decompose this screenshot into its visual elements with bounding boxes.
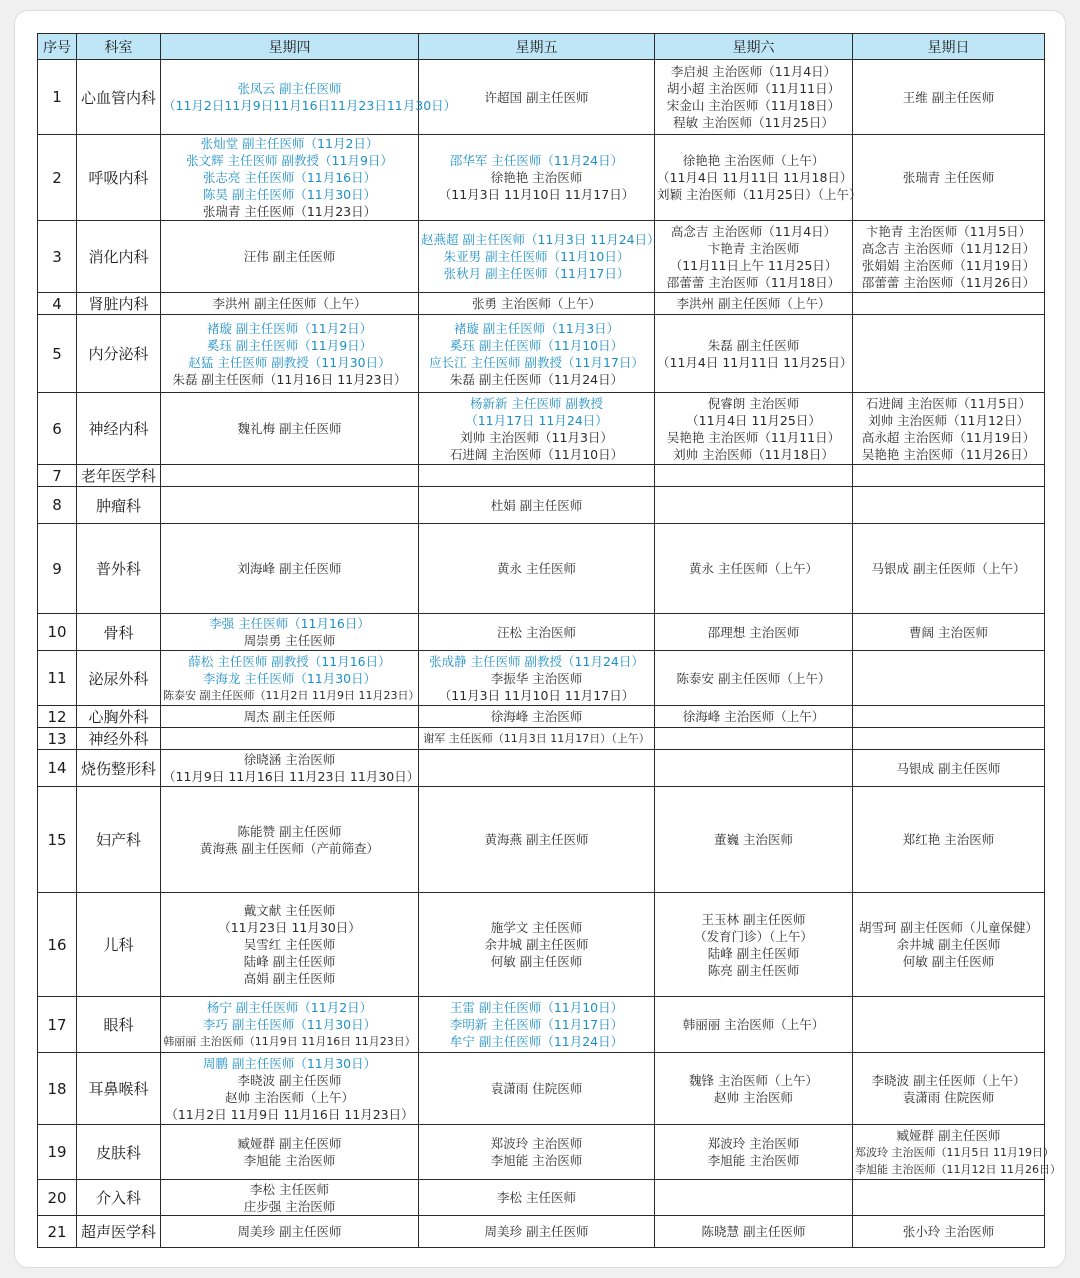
schedule-cell-thursday <box>161 787 419 893</box>
schedule-cell-thursday <box>161 524 419 614</box>
doctor-entry: 徐海峰 主治医师（上午） <box>682 709 825 724</box>
table-row <box>38 487 1045 524</box>
row-number: 8 <box>38 487 77 524</box>
doctor-entry: 吴艳艳 主治医师（11月26日） <box>861 446 1036 462</box>
schedule-cell-sunday <box>853 706 1045 728</box>
doctor-entry: 张小玲 主治医师 <box>902 1224 995 1239</box>
doctor-entry: （11月23日 11月30日） <box>218 920 361 935</box>
doctor-entry: 奚珏 副主任医师（11月9日） <box>206 337 373 353</box>
schedule-cell-friday <box>419 651 655 706</box>
department-name: 泌尿外科 <box>77 651 161 706</box>
doctor-entry: 陈泰安 副主任医师（上午） <box>676 670 831 686</box>
doctor-entry: 胡小超 主治医师（11月11日） <box>666 81 841 96</box>
table-row <box>38 293 1045 315</box>
doctor-entry: 王维 副主任医师 <box>902 89 995 105</box>
doctor-entry: 郑波玲 主治医师 <box>707 1136 800 1151</box>
doctor-entry: 李旭能 主治医师 <box>243 1153 336 1168</box>
schedule-cell-friday <box>419 614 655 651</box>
schedule-cell-thursday <box>161 315 419 393</box>
schedule-cell-sunday <box>853 997 1045 1053</box>
doctor-entry: 卞艳青 主治医师 <box>707 240 800 256</box>
table-row <box>38 393 1045 465</box>
row-number: 13 <box>38 728 77 750</box>
doctor-entry: 张勇 主治医师（上午） <box>472 296 601 311</box>
doctor-entry: 赵帅 主治医师（上午） <box>225 1089 354 1105</box>
doctor-entry: 张志亮 主任医师（11月16日） <box>202 170 377 185</box>
doctor-entry: 袁潇雨 住院医师 <box>902 1089 995 1105</box>
doctor-entry: 朱亚男 副主任医师（11月10日） <box>443 249 630 264</box>
table-row <box>38 1053 1045 1125</box>
doctor-entry: 刘帅 主治医师（11月3日） <box>460 429 613 445</box>
doctor-entry: 周崇勇 主任医师 <box>243 633 336 648</box>
schedule-cell-friday <box>419 60 655 135</box>
doctor-entry: 黄海燕 副主任医师 <box>484 832 589 847</box>
doctor-entry: 高永超 主治医师（11月19日） <box>861 429 1036 445</box>
schedule-cell-friday <box>419 524 655 614</box>
schedule-cell-saturday <box>655 1053 853 1125</box>
schedule-cell-sunday <box>853 60 1045 135</box>
doctor-entry: 张灿堂 副主任医师（11月2日） <box>200 136 379 151</box>
doctor-entry: 朱磊 副主任医师（11月16日 11月23日） <box>172 371 407 387</box>
table-row <box>38 893 1045 997</box>
table-row <box>38 728 1045 750</box>
doctor-entry: 徐海峰 主治医师 <box>490 709 583 724</box>
schedule-cell-thursday <box>161 614 419 651</box>
schedule-cell-thursday <box>161 487 419 524</box>
row-number: 12 <box>38 706 77 728</box>
doctor-entry: 周杰 副主任医师 <box>243 709 336 724</box>
doctor-entry: 邵蕾蕾 主治医师（11月26日） <box>861 274 1036 290</box>
doctor-entry: 张娟娟 主治医师（11月19日） <box>861 257 1036 273</box>
doctor-entry: 周美珍 副主任医师 <box>484 1224 589 1239</box>
header-thursday: 星期四 <box>161 34 419 60</box>
doctor-entry: 刘帅 主治医师（11月12日） <box>868 412 1029 428</box>
doctor-entry: 陈晓慧 副主任医师 <box>701 1224 806 1239</box>
department-name: 耳鼻喉科 <box>77 1053 161 1125</box>
doctor-entry: 杨新新 主任医师 副教授 <box>470 395 603 411</box>
doctor-entry: （11月17日 11月24日） <box>465 412 608 428</box>
doctor-entry: 余井城 副主任医师 <box>484 937 589 952</box>
schedule-cell-saturday <box>655 60 853 135</box>
schedule-cell-thursday <box>161 393 419 465</box>
row-number: 1 <box>38 60 77 135</box>
schedule-cell-thursday <box>161 750 419 787</box>
table-row <box>38 750 1045 787</box>
schedule-cell-sunday <box>853 487 1045 524</box>
doctor-entry: 徐艳艳 主治医师 <box>490 170 583 185</box>
doctor-entry: 邵华军 主任医师（11月24日） <box>449 153 624 168</box>
doctor-entry: 石进阔 主治医师（11月10日） <box>449 446 624 462</box>
doctor-entry: 胡雪珂 副主任医师（儿童保健） <box>859 920 1038 935</box>
doctor-entry: 张成静 主任医师 副教授（11月24日） <box>429 653 644 669</box>
schedule-cell-friday <box>419 706 655 728</box>
doctor-entry: 李旭能 主治医师 <box>490 1153 583 1168</box>
doctor-entry: 汪松 主治医师 <box>497 624 576 640</box>
schedule-cell-thursday <box>161 465 419 487</box>
doctor-entry: （11月4日 11月11日 11月25日） <box>657 354 853 370</box>
schedule-cell-friday <box>419 728 655 750</box>
doctor-entry: 郑波玲 主治医师（11月5日 11月19日） <box>855 1145 1054 1159</box>
schedule-cell-friday <box>419 315 655 393</box>
department-name: 肾脏内科 <box>77 293 161 315</box>
schedule-cell-friday <box>419 221 660 293</box>
schedule-cell-saturday <box>655 393 853 465</box>
doctor-entry: 李振华 主治医师 <box>490 670 583 686</box>
doctor-entry: 高念吉 主治医师（11月12日） <box>861 240 1036 256</box>
doctor-entry: 李启昶 主治医师（11月4日） <box>670 64 837 79</box>
doctor-entry: 韩丽丽 主治医师（上午） <box>682 1017 825 1032</box>
doctor-entry: 石进阔 主治医师（11月5日） <box>865 395 1032 411</box>
doctor-entry: 邵理想 主治医师 <box>707 624 800 640</box>
schedule-cell-thursday <box>161 1053 419 1125</box>
schedule-cell-sunday <box>853 393 1045 465</box>
schedule-cell-sunday <box>853 728 1045 750</box>
doctor-entry: （11月3日 11月10日 11月17日） <box>438 687 635 703</box>
schedule-cell-sunday <box>853 651 1045 706</box>
schedule-cell-friday <box>419 787 655 893</box>
row-number: 5 <box>38 315 77 393</box>
schedule-cell-sunday <box>853 1125 1061 1180</box>
doctor-entry: 李晓波 副主任医师 <box>237 1072 342 1088</box>
schedule-cell-friday <box>419 997 655 1053</box>
header-sunday: 星期日 <box>853 34 1045 60</box>
row-number: 6 <box>38 393 77 465</box>
doctor-entry: 黄永 主任医师（上午） <box>689 561 818 576</box>
doctor-entry: 李强 主任医师（11月16日） <box>209 616 370 631</box>
schedule-cell-thursday <box>161 706 419 728</box>
schedule-cell-saturday <box>655 787 853 893</box>
schedule-cell-sunday <box>853 787 1045 893</box>
schedule-cell-saturday <box>655 614 853 651</box>
doctor-entry: 李松 主任医师 <box>497 1190 576 1205</box>
table-row <box>38 1216 1045 1248</box>
doctor-entry: 曹阔 主治医师 <box>909 624 988 640</box>
table-row <box>38 1125 1045 1180</box>
doctor-entry: 何敏 副主任医师 <box>490 954 583 969</box>
doctor-entry: 薛松 主任医师 副教授（11月16日） <box>188 653 391 669</box>
schedule-cell-sunday <box>853 221 1045 293</box>
doctor-entry: 应长江 主任医师 副教授（11月17日） <box>429 354 644 370</box>
schedule-cell-sunday <box>853 315 1045 393</box>
schedule-cell-friday <box>419 1180 655 1216</box>
doctor-entry: 徐艳艳 主治医师（上午） <box>682 153 825 168</box>
doctor-entry: 李旭能 主治医师（11月12日 11月26日） <box>855 1162 1061 1176</box>
schedule-cell-thursday <box>161 893 419 997</box>
doctor-entry: 吴艳艳 主治医师（11月11日） <box>666 429 841 445</box>
doctor-entry: 韩丽丽 主治医师（11月9日 11月16日 11月23日） <box>163 1035 416 1048</box>
schedule-cell-friday <box>419 893 655 997</box>
doctor-entry: 张瑞青 主任医师（11月23日） <box>202 204 377 219</box>
schedule-cell-saturday <box>655 1216 853 1248</box>
table-row <box>38 135 1045 221</box>
department-name: 烧伤整形科 <box>77 750 161 787</box>
schedule-cell-sunday <box>853 614 1045 651</box>
department-name: 普外科 <box>77 524 161 614</box>
doctor-entry: 赵帅 主治医师 <box>714 1089 793 1105</box>
doctor-entry: 杜娟 副主任医师 <box>490 497 583 513</box>
schedule-cell-sunday <box>853 524 1045 614</box>
department-name: 老年医学科 <box>77 465 161 487</box>
schedule-cell-friday <box>419 135 655 221</box>
doctor-entry: 张瑞青 主任医师 <box>902 170 995 185</box>
doctor-entry: （11月2日11月9日11月16日11月23日11月30日） <box>163 98 457 113</box>
table-row <box>38 221 1045 293</box>
department-name: 心胸外科 <box>77 706 161 728</box>
schedule-cell-friday <box>419 1053 655 1125</box>
doctor-entry: 褚璇 副主任医师（11月2日） <box>206 320 373 336</box>
department-name: 骨科 <box>77 614 161 651</box>
schedule-cell-sunday <box>853 135 1045 221</box>
doctor-entry: 黄永 主任医师 <box>497 561 576 576</box>
doctor-entry: （11月4日 11月25日） <box>686 412 821 428</box>
schedule-cell-saturday <box>655 706 853 728</box>
table-row <box>38 651 1045 706</box>
schedule-cell-thursday <box>161 60 457 135</box>
schedule-cell-friday <box>419 1125 655 1180</box>
table-row <box>38 315 1045 393</box>
doctor-entry: 邵蕾蕾 主治医师（11月18日） <box>666 274 841 290</box>
doctor-entry: （11月11日上午 11月25日） <box>669 257 838 273</box>
schedule-cell-saturday <box>655 750 853 787</box>
schedule-cell-saturday <box>655 728 853 750</box>
doctor-entry: 牟宁 副主任医师（11月24日） <box>449 1034 624 1049</box>
doctor-entry: 李旭能 主治医师 <box>707 1153 800 1168</box>
doctor-entry: 李洪州 副主任医师（上午） <box>212 296 367 311</box>
doctor-entry: 黄海燕 副主任医师（产前筛查） <box>200 840 379 856</box>
doctor-entry: （11月2日 11月9日 11月16日 11月23日） <box>165 1106 414 1122</box>
row-number: 15 <box>38 787 77 893</box>
table-row <box>38 706 1045 728</box>
header-row <box>38 34 1045 60</box>
doctor-entry: 奚珏 副主任医师（11月10日） <box>449 337 624 353</box>
schedule-cell-thursday <box>161 1180 419 1216</box>
row-number: 9 <box>38 524 77 614</box>
row-number: 4 <box>38 293 77 315</box>
department-name: 呼吸内科 <box>77 135 161 221</box>
doctor-entry: 周美珍 副主任医师 <box>237 1224 342 1239</box>
doctor-entry: 李洪州 副主任医师（上午） <box>676 296 831 311</box>
department-name: 消化内科 <box>77 221 161 293</box>
row-number: 3 <box>38 221 77 293</box>
schedule-cell-thursday <box>161 1216 419 1248</box>
doctor-entry: 李明新 主任医师（11月17日） <box>449 1017 624 1032</box>
doctor-entry: 卞艳青 主治医师（11月5日） <box>865 223 1032 239</box>
doctor-entry: 张秋月 副主任医师（11月17日） <box>443 266 630 281</box>
doctor-entry: 施学文 主任医师 <box>490 920 583 935</box>
doctor-entry: 许超国 副主任医师 <box>484 89 589 105</box>
doctor-entry: 郑红艳 主治医师 <box>902 832 995 847</box>
department-name: 妇产科 <box>77 787 161 893</box>
schedule-cell-thursday <box>161 651 419 706</box>
doctor-entry: 马银成 副主任医师（上午） <box>871 561 1026 576</box>
doctor-entry: 陈昊 副主任医师（11月30日） <box>202 187 377 202</box>
doctor-entry: 魏礼梅 副主任医师 <box>237 421 342 436</box>
table-row <box>38 614 1045 651</box>
row-number: 11 <box>38 651 77 706</box>
doctor-entry: 董巍 主治医师 <box>714 832 793 847</box>
doctor-entry: 庄步强 主治医师 <box>243 1198 336 1214</box>
schedule-cell-saturday <box>655 893 853 997</box>
department-name: 内分泌科 <box>77 315 161 393</box>
doctor-entry: 陈泰安 副主任医师（11月2日 11月9日 11月23日） <box>163 688 420 702</box>
row-number: 17 <box>38 997 77 1053</box>
doctor-entry: 高念吉 主治医师（11月4日） <box>670 223 837 239</box>
table-row <box>38 787 1045 893</box>
doctor-entry: 李巧 副主任医师（11月30日） <box>202 1017 377 1032</box>
schedule-cell-sunday <box>853 750 1045 787</box>
schedule-cell-sunday <box>853 1216 1045 1248</box>
doctor-entry: 魏锋 主治医师（上午） <box>689 1072 818 1088</box>
doctor-entry: 倪睿朗 主治医师 <box>707 395 800 411</box>
doctor-entry: 赵燕超 副主任医师（11月3日 11月24日） <box>421 232 660 247</box>
row-number: 19 <box>38 1125 77 1180</box>
doctor-entry: 何敏 副主任医师 <box>902 954 995 969</box>
doctor-entry: 李晓波 副主任医师（上午） <box>871 1072 1026 1088</box>
header-friday: 星期五 <box>419 34 655 60</box>
schedule-cell-friday <box>419 465 655 487</box>
doctor-entry: （发育门诊）（上午） <box>694 928 813 944</box>
doctor-entry: 袁潇雨 住院医师 <box>490 1081 583 1096</box>
doctor-entry: 王雷 副主任医师（11月10日） <box>449 1000 624 1015</box>
schedule-cell-saturday <box>655 524 853 614</box>
doctor-entry: 余井城 副主任医师 <box>896 937 1001 952</box>
duty-schedule-table <box>37 33 1061 1248</box>
schedule-cell-thursday <box>161 293 419 315</box>
schedule-cell-saturday <box>655 135 862 221</box>
schedule-cell-saturday <box>655 1125 853 1180</box>
schedule-cell-friday <box>419 750 655 787</box>
doctor-entry: 朱磊 副主任医师（11月24日） <box>449 371 624 387</box>
schedule-cell-friday <box>419 487 655 524</box>
department-name: 儿科 <box>77 893 161 997</box>
schedule-cell-sunday <box>853 465 1045 487</box>
schedule-cell-saturday <box>655 651 853 706</box>
schedule-cell-saturday <box>655 1180 853 1216</box>
doctor-entry: 臧娅群 副主任医师 <box>896 1127 1001 1143</box>
schedule-cell-saturday <box>655 465 853 487</box>
doctor-entry: 李海龙 主任医师（11月30日） <box>202 670 377 686</box>
schedule-cell-saturday <box>655 997 853 1053</box>
department-name: 肿瘤科 <box>77 487 161 524</box>
schedule-cell-sunday <box>853 1180 1045 1216</box>
row-number: 10 <box>38 614 77 651</box>
doctor-entry: 马银成 副主任医师 <box>896 760 1001 776</box>
schedule-cell-thursday <box>161 1125 419 1180</box>
schedule-cell-saturday <box>655 293 853 315</box>
doctor-entry: （11月4日 11月11日 11月18日） <box>657 170 853 185</box>
doctor-entry: 张凤云 副主任医师 <box>237 81 342 96</box>
table-row <box>38 524 1045 614</box>
doctor-entry: 宋金山 主治医师（11月18日） <box>666 98 841 113</box>
table-row <box>38 1180 1045 1216</box>
doctor-entry: 刘颖 主治医师（11月25日）（上午） <box>657 187 862 202</box>
schedule-cell-thursday <box>161 728 419 750</box>
schedule-cell-thursday <box>161 135 419 221</box>
doctor-entry: 陆峰 副主任医师 <box>243 954 336 969</box>
doctor-entry: 程敏 主治医师（11月25日） <box>673 115 834 130</box>
doctor-entry: 郑波玲 主治医师 <box>490 1136 583 1151</box>
doctor-entry: 臧娅群 副主任医师 <box>237 1136 342 1151</box>
doctor-entry: 赵猛 主任医师 副教授（11月30日） <box>188 354 391 370</box>
doctor-entry: 刘帅 主治医师（11月18日） <box>673 446 834 462</box>
doctor-entry: 杨宁 副主任医师（11月2日） <box>206 1000 373 1015</box>
doctor-entry: （11月9日 11月16日 11月23日 11月30日） <box>163 769 420 784</box>
department-name: 心血管内科 <box>77 60 161 135</box>
department-name: 神经外科 <box>77 728 161 750</box>
row-number: 21 <box>38 1216 77 1248</box>
department-name: 皮肤科 <box>77 1125 161 1180</box>
schedule-cell-thursday <box>161 221 419 293</box>
doctor-entry: 褚璇 副主任医师（11月3日） <box>453 320 620 336</box>
doctor-entry: 王玉林 副主任医师 <box>701 911 806 927</box>
table-row <box>38 60 1045 135</box>
doctor-entry: 陈亮 副主任医师 <box>707 962 800 978</box>
schedule-cell-sunday <box>853 1053 1045 1125</box>
schedule-cell-friday <box>419 393 655 465</box>
row-number: 7 <box>38 465 77 487</box>
schedule-cell-saturday <box>655 315 853 393</box>
doctor-entry: 周鹏 副主任医师（11月30日） <box>202 1055 377 1071</box>
schedule-cell-saturday <box>655 221 853 293</box>
doctor-entry: 谢军 主任医师（11月3日 11月17日）（上午） <box>423 732 650 745</box>
row-number: 18 <box>38 1053 77 1125</box>
doctor-entry: 张文辉 主任医师 副教授（11月9日） <box>186 153 393 168</box>
schedule-cell-friday <box>419 1216 655 1248</box>
table-row <box>38 997 1045 1053</box>
schedule-cell-sunday <box>853 893 1045 997</box>
header-dept: 科室 <box>77 34 161 60</box>
schedule-cell-sunday <box>853 293 1045 315</box>
department-name: 超声医学科 <box>77 1216 161 1248</box>
doctor-entry: 刘海峰 副主任医师 <box>237 561 342 576</box>
doctor-entry: 吴雪红 主任医师 <box>243 937 336 952</box>
doctor-entry: 戴文献 主任医师 <box>243 903 336 918</box>
doctor-entry: 高娟 副主任医师 <box>243 971 336 986</box>
row-number: 16 <box>38 893 77 997</box>
row-number: 2 <box>38 135 77 221</box>
doctor-entry: 陆峰 副主任医师 <box>707 945 800 961</box>
doctor-entry: 李松 主任医师 <box>250 1181 329 1197</box>
doctor-entry: 徐晓涵 主治医师 <box>243 752 336 767</box>
doctor-entry: 汪伟 副主任医师 <box>243 249 336 264</box>
schedule-cell-saturday <box>655 487 853 524</box>
table-row <box>38 465 1045 487</box>
schedule-cell-thursday <box>161 997 419 1053</box>
department-name: 介入科 <box>77 1180 161 1216</box>
header-saturday: 星期六 <box>655 34 853 60</box>
department-name: 眼科 <box>77 997 161 1053</box>
row-number: 20 <box>38 1180 77 1216</box>
schedule-cell-friday <box>419 293 655 315</box>
doctor-entry: 陈能赞 副主任医师 <box>237 823 342 839</box>
department-name: 神经内科 <box>77 393 161 465</box>
doctor-entry: （11月3日 11月10日 11月17日） <box>438 187 635 202</box>
doctor-entry: 朱磊 副主任医师 <box>707 337 800 353</box>
row-number: 14 <box>38 750 77 787</box>
header-num: 序号 <box>38 34 77 60</box>
